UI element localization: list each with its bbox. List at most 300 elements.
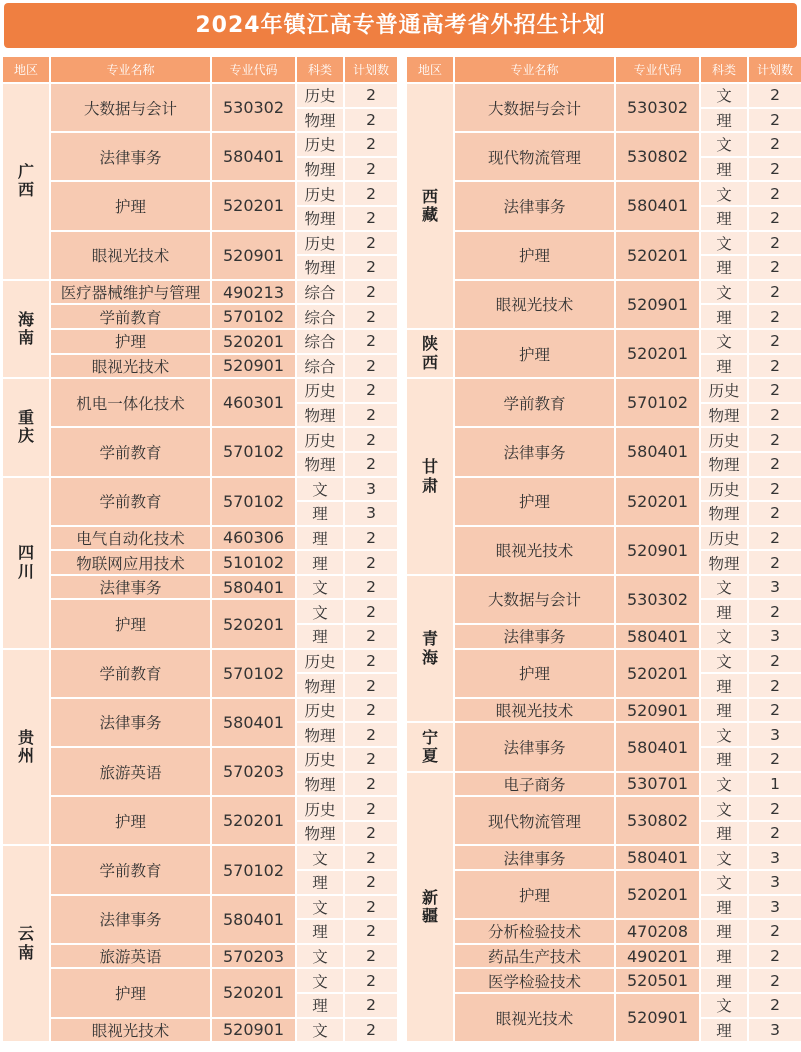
subject-cell: 文 (701, 281, 747, 304)
count-cell: 2 (749, 453, 801, 476)
subject-cell: 物理 (297, 674, 343, 697)
major-name: 护理 (455, 478, 614, 525)
major-code: 520201 (212, 797, 295, 844)
major-code: 520901 (212, 355, 295, 378)
region-cell (407, 773, 453, 1042)
major-name: 医学检验技术 (455, 969, 614, 992)
subject-cell: 物理 (297, 723, 343, 746)
subject-cell: 理 (701, 600, 747, 623)
header-code: 专业代码 (616, 57, 699, 82)
table-row (3, 576, 397, 599)
subject-cell: 理 (701, 207, 747, 230)
count-cell: 2 (345, 994, 397, 1017)
major-code: 570102 (212, 650, 295, 697)
major-name: 旅游英语 (51, 748, 210, 795)
subject-cell: 历史 (297, 133, 343, 156)
count-cell: 2 (345, 527, 397, 550)
count-cell: 2 (345, 748, 397, 771)
table-row (407, 330, 801, 353)
table-row (407, 773, 801, 796)
region-cell (3, 379, 49, 475)
enrollment-table-right (405, 55, 801, 1043)
subject-cell: 综合 (297, 355, 343, 378)
count-cell: 2 (345, 699, 397, 722)
subject-cell: 理 (701, 945, 747, 968)
header-code: 专业代码 (212, 57, 295, 82)
major-name: 护理 (455, 232, 614, 279)
major-name: 机电一体化技术 (51, 379, 210, 426)
subject-cell: 理 (701, 896, 747, 919)
subject-cell: 文 (701, 650, 747, 673)
subject-cell: 理 (297, 994, 343, 1017)
major-code: 520201 (616, 330, 699, 377)
table-row (3, 748, 397, 771)
count-cell: 2 (345, 723, 397, 746)
major-code: 520201 (212, 969, 295, 1016)
subject-cell: 理 (701, 920, 747, 943)
subject-cell: 理 (701, 822, 747, 845)
major-code: 580401 (212, 576, 295, 599)
count-cell: 2 (345, 158, 397, 181)
count-cell: 2 (345, 355, 397, 378)
subject-cell: 理 (701, 969, 747, 992)
major-name: 法律事务 (455, 625, 614, 648)
subject-cell: 文 (701, 723, 747, 746)
subject-cell: 历史 (297, 182, 343, 205)
region-cell (407, 330, 453, 377)
subject-cell: 理 (701, 355, 747, 378)
table-row (3, 600, 397, 623)
table-row (3, 945, 397, 968)
count-cell: 2 (345, 650, 397, 673)
header-major: 专业名称 (51, 57, 210, 82)
region-name: 陕 西 (421, 334, 438, 372)
header-subject: 科类 (701, 57, 747, 82)
count-cell: 2 (749, 207, 801, 230)
major-name: 大数据与会计 (51, 84, 210, 131)
major-code: 520901 (616, 527, 699, 574)
major-code: 580401 (212, 896, 295, 943)
count-cell: 3 (749, 723, 801, 746)
table-body-left (3, 84, 397, 1041)
count-cell: 2 (345, 1019, 397, 1042)
major-code: 520501 (616, 969, 699, 992)
count-cell: 2 (345, 600, 397, 623)
count-cell: 2 (749, 994, 801, 1017)
major-name: 法律事务 (51, 133, 210, 180)
subject-cell: 历史 (297, 84, 343, 107)
subject-cell: 物理 (297, 822, 343, 845)
major-code: 570102 (212, 305, 295, 328)
table-row (3, 896, 397, 919)
major-code: 580401 (616, 625, 699, 648)
count-cell: 2 (345, 674, 397, 697)
table-row (407, 576, 801, 599)
subject-cell: 文 (701, 846, 747, 869)
subject-cell: 文 (701, 133, 747, 156)
major-name: 学前教育 (51, 846, 210, 893)
major-code: 520201 (616, 650, 699, 697)
major-code: 520201 (212, 182, 295, 229)
header-major: 专业名称 (455, 57, 614, 82)
region-name: 四 川 (17, 543, 34, 581)
count-cell: 2 (345, 404, 397, 427)
subject-cell: 理 (701, 109, 747, 132)
subject-cell: 文 (297, 969, 343, 992)
major-code: 520901 (212, 232, 295, 279)
major-code: 580401 (616, 428, 699, 475)
subject-cell: 历史 (297, 699, 343, 722)
major-name: 眼视光技术 (455, 994, 614, 1041)
major-name: 学前教育 (51, 478, 210, 525)
major-code: 570102 (212, 478, 295, 525)
table-row (3, 428, 397, 451)
table-row (407, 650, 801, 673)
count-cell: 2 (749, 232, 801, 255)
major-name: 医疗器械维护与管理 (51, 281, 210, 304)
major-name: 学前教育 (51, 428, 210, 475)
subject-cell: 文 (297, 945, 343, 968)
subject-cell: 物理 (701, 551, 747, 574)
subject-cell: 文 (701, 182, 747, 205)
major-code: 490213 (212, 281, 295, 304)
region-name: 云 南 (17, 924, 34, 962)
subject-cell: 历史 (297, 428, 343, 451)
count-cell: 2 (345, 822, 397, 845)
region-cell (407, 84, 453, 328)
region-cell (407, 723, 453, 770)
subject-cell: 综合 (297, 330, 343, 353)
count-cell: 2 (749, 84, 801, 107)
count-cell: 2 (749, 650, 801, 673)
count-cell: 2 (345, 232, 397, 255)
major-code: 530802 (616, 133, 699, 180)
table-row (3, 232, 397, 255)
table-row (3, 478, 397, 501)
major-code: 580401 (212, 133, 295, 180)
major-name: 电气自动化技术 (51, 527, 210, 550)
header-region: 地区 (407, 57, 453, 82)
table-row (3, 699, 397, 722)
major-code: 520901 (616, 281, 699, 328)
count-cell: 3 (749, 625, 801, 648)
major-name: 电子商务 (455, 773, 614, 796)
count-cell: 2 (749, 969, 801, 992)
major-name: 法律事务 (455, 846, 614, 869)
count-cell: 2 (749, 379, 801, 402)
count-cell: 3 (749, 576, 801, 599)
count-cell: 2 (749, 109, 801, 132)
count-cell: 2 (345, 945, 397, 968)
count-cell: 2 (345, 797, 397, 820)
subject-cell: 物理 (297, 404, 343, 427)
subject-cell: 文 (701, 576, 747, 599)
subject-cell: 文 (701, 232, 747, 255)
header-count: 计划数 (749, 57, 801, 82)
major-name: 眼视光技术 (455, 281, 614, 328)
major-name: 护理 (51, 182, 210, 229)
subject-cell: 理 (701, 305, 747, 328)
count-cell: 3 (749, 896, 801, 919)
major-code: 580401 (616, 846, 699, 869)
subject-cell: 物理 (297, 207, 343, 230)
count-cell: 2 (345, 256, 397, 279)
count-cell: 2 (749, 920, 801, 943)
major-code: 570102 (212, 428, 295, 475)
table-row (407, 281, 801, 304)
count-cell: 2 (749, 674, 801, 697)
major-code: 580401 (616, 723, 699, 770)
count-cell: 1 (749, 773, 801, 796)
table-row (3, 305, 397, 328)
table-header-row (407, 57, 801, 82)
table-row (3, 846, 397, 869)
region-cell (3, 650, 49, 845)
table-row (3, 1019, 397, 1042)
header-count: 计划数 (345, 57, 397, 82)
subject-cell: 理 (701, 748, 747, 771)
major-name: 法律事务 (455, 428, 614, 475)
table-row (407, 945, 801, 968)
major-code: 520201 (616, 478, 699, 525)
count-cell: 2 (749, 281, 801, 304)
region-cell (3, 84, 49, 279)
subject-cell: 历史 (297, 379, 343, 402)
major-name: 物联网应用技术 (51, 551, 210, 574)
count-cell: 2 (749, 158, 801, 181)
table-row (3, 650, 397, 673)
major-code: 580401 (616, 182, 699, 229)
major-code: 510102 (212, 551, 295, 574)
table-row (3, 330, 397, 353)
count-cell: 2 (749, 600, 801, 623)
table-row (407, 84, 801, 107)
region-name: 海 南 (17, 309, 34, 347)
subject-cell: 文 (701, 330, 747, 353)
major-name: 眼视光技术 (455, 527, 614, 574)
major-code: 520201 (616, 232, 699, 279)
major-name: 学前教育 (51, 650, 210, 697)
table-row (3, 355, 397, 378)
subject-cell: 历史 (701, 527, 747, 550)
major-code: 530302 (616, 576, 699, 623)
count-cell: 2 (345, 896, 397, 919)
header-region: 地区 (3, 57, 49, 82)
subject-cell: 文 (297, 576, 343, 599)
major-code: 570102 (616, 379, 699, 426)
subject-cell: 综合 (297, 281, 343, 304)
table-header-row (3, 57, 397, 82)
region-name: 西 藏 (421, 186, 438, 224)
subject-cell: 文 (701, 84, 747, 107)
region-name: 青 海 (421, 629, 438, 667)
count-cell: 2 (345, 330, 397, 353)
count-cell: 2 (749, 478, 801, 501)
region-name: 宁 夏 (421, 727, 438, 766)
major-code: 520201 (616, 871, 699, 918)
major-name: 现代物流管理 (455, 797, 614, 844)
count-cell: 2 (345, 920, 397, 943)
count-cell: 2 (345, 773, 397, 796)
subject-cell: 历史 (701, 379, 747, 402)
count-cell: 3 (749, 1019, 801, 1042)
table-row (3, 797, 397, 820)
count-cell: 2 (345, 109, 397, 132)
table-row (407, 478, 801, 501)
subject-cell: 理 (297, 527, 343, 550)
count-cell: 2 (345, 207, 397, 230)
major-name: 护理 (51, 797, 210, 844)
table-row (407, 379, 801, 402)
table-row (407, 133, 801, 156)
major-name: 眼视光技术 (51, 355, 210, 378)
count-cell: 2 (749, 797, 801, 820)
major-code: 580401 (212, 699, 295, 746)
region-cell (407, 379, 453, 574)
major-name: 护理 (455, 871, 614, 918)
subject-cell: 物理 (701, 502, 747, 525)
table-row (407, 699, 801, 722)
count-cell: 2 (345, 428, 397, 451)
count-cell: 2 (345, 625, 397, 648)
major-name: 护理 (51, 600, 210, 647)
subject-cell: 历史 (297, 650, 343, 673)
subject-cell: 历史 (297, 748, 343, 771)
table-row (407, 871, 801, 894)
subject-cell: 理 (297, 551, 343, 574)
subject-cell: 理 (701, 699, 747, 722)
major-name: 旅游英语 (51, 945, 210, 968)
count-cell: 2 (345, 379, 397, 402)
subject-cell: 历史 (701, 428, 747, 451)
table-row (3, 182, 397, 205)
major-code: 490201 (616, 945, 699, 968)
table-row (407, 920, 801, 943)
count-cell: 2 (749, 256, 801, 279)
count-cell: 3 (345, 502, 397, 525)
count-cell: 2 (749, 822, 801, 845)
table-row (407, 846, 801, 869)
table-row (407, 797, 801, 820)
major-name: 分析检验技术 (455, 920, 614, 943)
subject-cell: 历史 (297, 232, 343, 255)
major-code: 570203 (212, 748, 295, 795)
major-name: 眼视光技术 (455, 699, 614, 722)
region-cell (3, 478, 49, 648)
major-name: 大数据与会计 (455, 84, 614, 131)
count-cell: 2 (345, 871, 397, 894)
subject-cell: 文 (297, 896, 343, 919)
table-row (407, 428, 801, 451)
major-code: 470208 (616, 920, 699, 943)
major-code: 520201 (212, 600, 295, 647)
count-cell: 3 (749, 846, 801, 869)
subject-cell: 文 (297, 846, 343, 869)
major-name: 护理 (51, 330, 210, 353)
enrollment-table-left (1, 55, 399, 1043)
table-row (3, 551, 397, 574)
subject-cell: 物理 (701, 453, 747, 476)
subject-cell: 物理 (297, 256, 343, 279)
major-code: 570102 (212, 846, 295, 893)
subject-cell: 文 (701, 625, 747, 648)
count-cell: 2 (345, 551, 397, 574)
count-cell: 2 (345, 305, 397, 328)
major-code: 520201 (212, 330, 295, 353)
count-cell: 2 (749, 502, 801, 525)
page-title: 2024年镇江高专普通高考省外招生计划 (4, 3, 797, 48)
subject-cell: 文 (701, 871, 747, 894)
table-row (407, 994, 801, 1017)
major-name: 现代物流管理 (455, 133, 614, 180)
subject-cell: 文 (297, 1019, 343, 1042)
count-cell: 3 (345, 478, 397, 501)
major-name: 学前教育 (51, 305, 210, 328)
major-code: 460301 (212, 379, 295, 426)
subject-cell: 历史 (297, 797, 343, 820)
count-cell: 2 (345, 576, 397, 599)
subject-cell: 历史 (701, 478, 747, 501)
major-name: 眼视光技术 (51, 232, 210, 279)
major-code: 530302 (212, 84, 295, 131)
region-cell (407, 576, 453, 722)
subject-cell: 文 (297, 478, 343, 501)
major-name: 法律事务 (51, 896, 210, 943)
subject-cell: 理 (701, 1019, 747, 1042)
major-code: 520901 (616, 699, 699, 722)
count-cell: 2 (345, 453, 397, 476)
subject-cell: 物理 (701, 404, 747, 427)
major-name: 法律事务 (51, 576, 210, 599)
major-code: 530802 (616, 797, 699, 844)
header-subject: 科类 (297, 57, 343, 82)
table-row (3, 84, 397, 107)
count-cell: 2 (749, 527, 801, 550)
major-code: 570203 (212, 945, 295, 968)
count-cell: 2 (345, 133, 397, 156)
count-cell: 3 (749, 871, 801, 894)
major-code: 530302 (616, 84, 699, 131)
count-cell: 2 (345, 846, 397, 869)
table-row (3, 379, 397, 402)
count-cell: 2 (749, 748, 801, 771)
count-cell: 2 (749, 305, 801, 328)
subject-cell: 理 (701, 256, 747, 279)
count-cell: 2 (345, 281, 397, 304)
subject-cell: 文 (701, 773, 747, 796)
count-cell: 2 (749, 945, 801, 968)
table-row (407, 527, 801, 550)
major-code: 520901 (212, 1019, 295, 1042)
subject-cell: 理 (297, 502, 343, 525)
count-cell: 2 (749, 404, 801, 427)
table-row (3, 133, 397, 156)
region-name: 甘 肃 (421, 457, 438, 495)
subject-cell: 理 (297, 871, 343, 894)
table-row (3, 527, 397, 550)
major-code: 520901 (616, 994, 699, 1041)
table-row (407, 625, 801, 648)
region-name: 新 疆 (421, 887, 438, 925)
count-cell: 2 (345, 182, 397, 205)
major-name: 学前教育 (455, 379, 614, 426)
subject-cell: 文 (297, 600, 343, 623)
major-code: 460306 (212, 527, 295, 550)
major-name: 法律事务 (455, 723, 614, 770)
subject-cell: 物理 (297, 453, 343, 476)
count-cell: 2 (749, 551, 801, 574)
major-name: 药品生产技术 (455, 945, 614, 968)
